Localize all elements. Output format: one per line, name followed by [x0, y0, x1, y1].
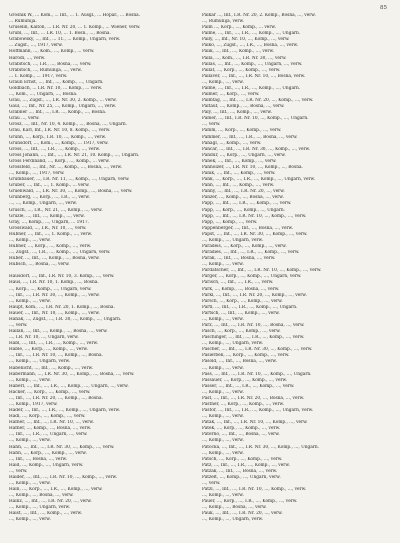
- entry-line: Hahn, ..., Korp., ..., Komp., ..., verw.: [9, 450, 87, 456]
- entry-line: ..., verw.: [9, 322, 28, 328]
- entry-line: Papp, ..., Korp., ..., Komp., ..., Ungarn.: [202, 207, 286, 213]
- entry-line: Paterno, ..., Inf., ..., Bosna, ..., verw.: [202, 432, 280, 438]
- entry-line: ..., Komp., ..., Ungarn, verw.: [202, 341, 264, 347]
- entry-line: Hain, ..., Korp., ..., I.R., ..., Komp., ..., verw.: [9, 487, 103, 493]
- entry-line: Hadl, ..., Korp., ..., Komp., ..., verw.: [9, 414, 86, 420]
- entry-line: Grunberg, ..., Korp., ..., I.R., ..., verw.: [9, 195, 90, 201]
- entry-line: Pank, ..., Korp., ..., I.R., ..., Komp., ..., Ungarn, verw.: [202, 177, 316, 183]
- entry-line: ..., Komp., ..., verw.: [202, 414, 244, 420]
- entry-line: Hafner, ..., Inf., ..., I.R. Nr. 10, ..., verw.: [9, 420, 94, 426]
- entry-line: Grusch, ..., I.R., Nr. 21, ..., Komp., ..., verw.: [9, 207, 103, 213]
- entry-line: Goldbach, ... I.R. Nr. 10, ... Komp., ... verw.: [9, 85, 103, 91]
- entry-line: ..., Komp., ..., verw.: [202, 365, 244, 371]
- entry-line: Habermann, ..., I.R. Nr. 30, ..., Komp., ..., Bosna, ..., verw.: [9, 371, 135, 377]
- entry-line: Past, ..., Inf., ..., I.R. Nr. 20, ..., Bosna, ..., verw.: [202, 395, 305, 401]
- entry-line: Parisch, ..., Inf., ..., I.R., ..., verw.: [202, 280, 274, 286]
- entry-line: Haberl, ..., Inf., ..., I.R., ..., Komp., ..., Ungarn, ..., verw.: [9, 383, 129, 389]
- entry-line: Grau, ..., Zugsf., ..., I.R. Nr. 30, 2. Komp., ... verw.: [9, 98, 117, 104]
- entry-line: Gross Johann, ..., Inf., ..., I.R. Nr. 21, 10. Komp., ..., Ungarn.: [9, 152, 140, 158]
- entry-line: ..., Kom., ..., Ungarn, ..., Bosna.: [9, 92, 78, 98]
- entry-line: Gruber, ..., Inf., ..., 1. Komp., ... verw.: [9, 183, 90, 189]
- entry-line: Partl, ..., Inf., ..., I.R., ..., Komp., ..., Ungarn.: [202, 304, 298, 310]
- entry-line: Hacker, ..., Korp., ..., Komp., ..., verw.: [9, 389, 91, 395]
- entry-line: ..., Inf., ..., I.R., ..., Ungarn, ..., verw.: [9, 432, 88, 438]
- entry-line: ..., Inf., ..., I.R. Nr. 30, ..., Komp., ..., verw.: [9, 292, 100, 298]
- entry-line: ..., Komp., ..., verw.: [9, 237, 51, 243]
- entry-line: Patek, ..., Korp., ..., Komp., ..., verw.: [202, 426, 281, 432]
- entry-line: Palm ..., Korp., ..., Komp., ... verw.: [202, 25, 276, 31]
- entry-line: Hafner, ..., Komp., ..., Bosna, ..., verw.: [9, 426, 92, 432]
- entry-line: Patzelt, ..., Komp., ..., Ungarn, verw.: [202, 474, 281, 480]
- entry-line: Haider, ..., Inf., ..., I.R. Nr. 10, ..., Komp., ..., verw.: [9, 474, 118, 480]
- right-column: [202, 13, 384, 524]
- entry-line: ..., Rumunija, verw.: [202, 19, 244, 25]
- entry-line: ..., Komp., ..., verw.: [202, 316, 244, 322]
- entry-line: Pastor, ..., Inf., ..., I.R., ..., Komp., ..., Ungarn, verw.: [202, 408, 314, 414]
- entry-line: Palmer, ..., Korp., ..., verw.: [202, 92, 260, 98]
- entry-line: Gross Ferdinand, ..., Korp., ..., Komp., ... verw.: [9, 158, 110, 164]
- entry-line: ..., Komp., ..., verw.: [202, 450, 244, 456]
- entry-line: ..., Komp., ..., Bosna, ..., verw.: [9, 493, 74, 499]
- entry-line: Orabitsch, ..., Rumunija, ..., verw.: [9, 67, 82, 73]
- entry-line: ..., Komp., ..., Bosna, ..., verw.: [202, 505, 267, 511]
- entry-line: Papp, ..., Inf., ..., I.R. Nr. 10, ..., Komp., ..., verw.: [202, 213, 307, 219]
- entry-line: Gruzle, ..., Inf., ..., Komp., ..., verw.: [9, 213, 85, 219]
- entry-line: Panzer, ..., Komp., ..., Bosna, ..., verw.: [202, 195, 284, 201]
- entry-line: ..., Komp., ..., verw.: [9, 377, 51, 383]
- entry-line: Grosz, ..., Inf., Nr. 10, 4. Komp., ..., Bosna, ..., Ungarn.: [9, 122, 128, 128]
- entry-line: Patzl, ..., Inf., ..., I.R. Nr. 10, ..., Komp., ..., verw.: [202, 487, 307, 493]
- entry-line: Patak, ..., Inf., ..., I.R. Nr. 10, ..., Komp., ..., verw.: [202, 420, 308, 426]
- entry-line: Grabner ..., Inf., ..., I.R. ..., Komp., ..., Bosna.: [9, 110, 107, 116]
- entry-line: Palmtag, ..., Inf., ..., I.R. Nr. 20, ..., Komp., ..., verw.: [202, 98, 314, 104]
- entry-line: Parger, ..., Korp., ..., Komp., ..., Ungarn, verw.: [202, 274, 302, 280]
- entry-line: Panik, ..., Inf., ..., Komp., ..., verw.: [202, 171, 276, 177]
- entry-line: Gaul, ..., Inf., Nr. 25, ..., Komp., Ungarn, ..., verw.: [9, 104, 117, 110]
- entry-line: Haus, ..., I.R. Nr. 10, 1. Komp., ..., Bosna.: [9, 280, 99, 286]
- entry-line: Pallaver, ..., Inf., ..., I.R. Nr. 10, ..., Bosna, verw.: [202, 73, 306, 79]
- entry-line: Pammer, ..., Inf., ..., I.R., ..., Bosna, ..., verw.: [202, 134, 298, 140]
- entry-line: Pallat, ..., Korp., ..., Komp., ..., verw.: [202, 67, 281, 73]
- entry-line: Pappenberger, ..., Inf., ..., Bosna, ..., verw.: [202, 225, 294, 231]
- entry-line: Harodi, ..., verw.: [9, 55, 46, 61]
- entry-line: Habl, ..., Inf., ..., I.R., ..., Komp., ..., verw.: [9, 341, 99, 347]
- entry-line: Palko, ..., Zugsf., ..., I.R., ..., Bosna, ..., verw.: [202, 43, 299, 49]
- entry-line: Paltauf, ..., Komp., ..., Bosna, ..., verw.: [202, 104, 285, 110]
- entry-line: Hainz, ..., Inf., ..., I.R. Nr. 20, ..., verw.: [9, 499, 92, 505]
- entry-line: Haid, ..., Komp., ..., Ungarn, verw.: [9, 462, 84, 468]
- entry-line: Papp, ..., Komp., ..., verw.: [202, 219, 258, 225]
- entry-line: Passauer, ..., Korp., ..., Komp., ..., verw.: [202, 377, 288, 383]
- entry-line: ..., Komp., ..., verw.: [202, 389, 244, 395]
- entry-line: Palme, ..., Inf., ..., I.R., ..., Komp., ..., Ungarn.: [202, 31, 301, 37]
- entry-line: ... Zugsf., ..., 1917, verw.: [9, 43, 63, 49]
- entry-line: Huber, ..., Inf., ..., Komp., ..., Bosna, verw.: [9, 256, 100, 262]
- entry-line: Grossfeld, ..., Inf., Nr. ..., Komp., ..., Bosna, ..., verw.: [9, 164, 123, 170]
- entry-line: ..., Zugsf., ..., I.R., ..., Komp., ..., Ungarn, verw.: [9, 250, 111, 256]
- entry-line: Gruenwald, ..., I.R. Nr. 30, ..., Komp., ..., Bosna, ..., verw.: [9, 189, 133, 195]
- entry-line: Panagl, ..., Komp., ..., verw.: [202, 140, 262, 146]
- page-number: 85: [380, 5, 387, 11]
- entry-line: Grau, Karl, Inf., I.R. Nr. 10, 8. Komp., ..., verw.: [9, 128, 111, 134]
- entry-line: Grabitsch, ..., I.R., ..., Bosna, ..., verw.: [9, 61, 92, 67]
- entry-line: Parz, ..., Inf., ..., I.R. Nr. 10, ..., Bosna, ..., verw.: [202, 322, 305, 328]
- entry-line: Pann, ..., Inf., ..., Komp., ..., verw.: [202, 183, 275, 189]
- entry-line: ..., Inf., ..., I.R. Nr. 20, ..., Komp., ..., Bosna.: [9, 395, 103, 401]
- entry-line: Paly, ..., Inf., ..., Komp., ..., verw.: [202, 110, 272, 116]
- entry-line: Grabowsky, ..., Inf., ... 11., ... Komp., Ungarn, verw.: [9, 37, 121, 43]
- entry-line: Hable, ..., Korp., ..., Komp., ..., verw.: [9, 347, 88, 353]
- entry-line: Grumbauer, ..., I.R. Nr. 11, ..., Komp., ..., Ungarn, verw.: [9, 177, 130, 183]
- entry-line: Habenicht, ..., Inf., ..., Komp., ..., verw.: [9, 365, 94, 371]
- entry-line: Palla, ..., Kom., ..., I.R. Nr. 30, ..., verw.: [202, 55, 287, 61]
- entry-line: ..., verw.: [202, 122, 221, 128]
- entry-line: ..., Korp., ..., Komp., ..., Ungarn, verw.: [9, 286, 92, 292]
- entry-line: Pasierbek, ..., Korp., ..., Komp., ..., verw.: [202, 353, 290, 359]
- entry-line: Grubl, ..., Inf., ... I.R. 10, ... 1. Bosn., ..., Bosna.: [9, 31, 111, 37]
- entry-line: Hader, ..., Inf., ..., I.R., ..., Komp., ..., Ungarn, verw.: [9, 408, 121, 414]
- entry-line: ..., Komp., ..., Ungarn, verw.: [9, 359, 71, 365]
- entry-line: Patsch, ..., Korp., ..., Komp., ..., verw.: [202, 456, 283, 462]
- entry-line: Pauer, ..., Korp., ..., I.R., ..., Komp., ..., verw.: [202, 499, 298, 505]
- entry-line: Panholzer, ..., I.R. Nr. 10, ..., Komp., ..., Bosna.: [202, 164, 303, 170]
- entry-line: Pandur, ..., Korp., ..., Ungarn, ..., verw.: [202, 152, 286, 158]
- entry-line: Grau ..., verw.: [9, 116, 40, 122]
- entry-line: ..., Komp., 1917, verw.: [9, 402, 58, 407]
- entry-line: Paradeis, ..., Korp., ..., Komp., ..., verw.: [202, 243, 287, 249]
- entry-line: Patocka, ..., Inf., ..., I.R. Nr. 30, ..., Komp., ..., Ungarn.: [202, 444, 319, 450]
- entry-line: Papp, ..., Inf., ..., I.R., ..., Komp., ..., verw.: [202, 201, 292, 207]
- entry-line: ..., Komp., ..., verw.: [202, 79, 244, 85]
- entry-line: Pancar, ..., Inf., ..., I.R. Nr. 30, ..., Komp., ..., verw.: [202, 146, 311, 152]
- entry-line: Paradies, ..., Inf., ..., I.R., ..., Komp., ..., verw.: [202, 250, 300, 256]
- entry-line: Grosswald, ..., I.R., Nr. 10, ..., verw.: [9, 225, 87, 231]
- entry-line: Gruselin, Kaiton, ... I.R. Nr. 20, ... 1. Komp., ... Wiener, verw.: [9, 25, 141, 31]
- entry-line: Hahn, ..., Inf., ..., I.R. Nr. 30, ..., Komp., ..., verw.: [9, 444, 115, 450]
- entry-line: Parak, ..., Inf., ..., Bosna, ..., verw.: [202, 256, 276, 262]
- left-column: [9, 13, 191, 524]
- entry-line: Hubner, ..., Korp., ..., Komp., ..., verw.: [9, 243, 92, 249]
- entry-line: Grunn, ..., Korp., I.R. 10, ..., Komp., ..., verw.: [9, 134, 106, 140]
- entry-line: Hoffmann, ..., Kom., ..., Komp., ... verw.: [9, 49, 95, 55]
- entry-line: ..., I.R. Nr. 10, ..., Ungarn, verw.: [9, 335, 79, 341]
- entry-line: Pallas, ..., Inf., ..., Komp., ..., Ungarn, ..., verw.: [202, 61, 303, 67]
- entry-line: Haist, ..., Inf., ..., Komp., ..., verw.: [9, 511, 82, 517]
- entry-line: Panek, ..., Inf., ..., Komp., ..., verw.: [202, 158, 277, 164]
- entry-line: ..., ..., Komp., Ungarn, ..., verw.: [9, 201, 77, 207]
- entry-line: Hubner, ..., Inf., ..., 1. Komp., ..., verw.: [9, 231, 93, 237]
- entry-line: Park, ..., Komp., ..., Bosna, ..., verw.: [202, 286, 280, 292]
- entry-line: Pass, ..., Inf., ..., I.R. Nr. 10, ..., Komp., ..., Ungarn.: [202, 371, 312, 377]
- entry-line: Hausdorf, ..., Inf., I.R. Nr. 10, 3. Komp., ..., verw.: [9, 274, 115, 280]
- entry-line: Pamer, ..., Inf., I.R. Nr. 10, ..., Komp., ..., Ungarn.: [202, 116, 309, 122]
- entry-line: ..., Komp., ..., verw.: [202, 438, 244, 444]
- entry-line: Partsch, ..., Inf., ..., Komp., ..., verw.: [202, 310, 280, 316]
- entry-line: Pauk, ..., Inf., ..., I.R. Nr. 20, ..., verw.: [202, 511, 283, 517]
- entry-line: Hauer, ..., Inf., Nr. 10, ..., Komp., ..., verw.: [9, 310, 100, 316]
- entry-line: Graun Ernst, ..., Inf., ..., Komp., ..., Ungarn.: [9, 79, 104, 85]
- entry-line: Paschinger, ..., Inf., ..., I.R., ..., Komp., ..., verw.: [202, 335, 305, 341]
- entry-line: ..., Komp., ..., verw.: [202, 493, 244, 499]
- entry-line: Patz, ..., Inf., ..., I.R., ..., Komp., ..., verw.: [202, 462, 290, 468]
- entry-line: ..., Komp., ..., verw.: [9, 481, 51, 487]
- entry-line: ..., verw.: [202, 481, 221, 487]
- entry-line: Hubsch, ..., Bosna, ..., verw.: [9, 262, 70, 268]
- entry-line: Palme, ..., Inf., ..., I.R., ..., Komp., ..., Ungarn.: [202, 85, 301, 91]
- entry-line: Pasold, ..., Inf., ..., Bosna, ..., verw.: [202, 359, 277, 365]
- entry-line: Hanak, ..., Zugsf., ..., I.R. 30, ..., Komp., ..., Ungarn.: [9, 316, 122, 322]
- entry-line: ..., Komp., ..., verw.: [9, 298, 51, 304]
- entry-line: Pastner, ..., Korp., ..., Komp., ..., verw.: [202, 402, 285, 407]
- entry-line: ..., verw.: [9, 468, 28, 474]
- entry-line: Parkl, ..., Inf., ..., I.R. Nr. 20, ..., Komp., ..., verw.: [202, 292, 307, 298]
- entry-line: Pasch, ..., Korp., ..., Komp., ..., verw.: [202, 329, 281, 335]
- entry-line: ..., Komp., ..., verw.: [9, 438, 51, 444]
- entry-line: ..., Inf., ..., I.R. Nr. 10, ..., Komp., ..., Bosna.: [9, 353, 103, 359]
- entry-line: ..., Komp., ..., 1917, verw.: [9, 171, 65, 177]
- entry-line: ..., Komp., ..., verw.: [202, 262, 244, 268]
- entry-line: ..., Inf., ..., Bosna, ..., verw.: [9, 456, 68, 462]
- entry-line: ..., Komp., ..., Ungarn, verw.: [202, 517, 264, 523]
- entry-line: Pascher, ..., Inf., ..., I.R. Nr. 30, ..., Komp., ..., verw.: [202, 347, 313, 353]
- entry-line: Gross, ..., Inf., ..., I.R., ..., Komp., ..., verw.: [9, 146, 101, 152]
- entry-line: Hallan, ..., Inf., ..., Komp., ..., Bosna, ..., verw.: [9, 329, 108, 335]
- entry-line: Pardatscher, ..., Inf., ..., I.R. Nr. 10, ..., Komp., ..., verw.: [202, 268, 322, 274]
- entry-line: Panny, ..., Inf., ..., I.R. Nr. 20, ..., verw.: [202, 189, 285, 195]
- entry-line: Gray, ..., Komp., ..., Ungarn, ... 1917.: [9, 219, 89, 225]
- entry-line: ..., Komp., ..., verw.: [9, 517, 51, 523]
- entry-line: Pally, ..., Inf., Nr. 10, ..., Komp., ..., verw.: [202, 37, 290, 43]
- entry-line: Patzak, ..., Inf., ..., Bosna, ..., verw.: [202, 468, 278, 474]
- entry-line: Papst, ..., Inf., ..., I.R. Nr. 30, ..., Komp., ..., verw.: [202, 231, 308, 237]
- entry-line: Pamm, ..., Korp., ..., Komp., ..., verw.: [202, 128, 282, 134]
- entry-line: ... 1. Komp., ... 1917, verw.: [9, 73, 68, 79]
- entry-line: Grunsdorf, ..., Kom., ..., Komp., ... 1917, verw.: [9, 140, 109, 146]
- entry-line: Grosnik W., ... Kom., ... Inf., ... 1. Ausgl., ... Hopar., ... Bosna.: [9, 13, 141, 18]
- entry-line: Parsch, ..., Korp., ..., Komp., ..., verw.: [202, 298, 283, 304]
- entry-line: ..., Komp., ..., Ungarn, verw.: [9, 505, 71, 511]
- entry-line: ..., Komp., ..., Ungarn, verw.: [202, 237, 264, 243]
- entry-line: Haupt, Kom., ..., I.R. Nr. 20, 1. Komp., ..., Bosna.: [9, 304, 115, 310]
- entry-line: Passer, ..., Inf., ..., I.R., ..., Komp., ..., verw.: [202, 383, 295, 389]
- entry-line: Palkar ..., Inf., I.R. Nr. 20, 2. Komp., Bosna, ..., verw.: [202, 13, 316, 18]
- entry-line: ... Rumunija.: [9, 19, 37, 25]
- entry-line: Palik, ..., Inf., ..., Komp., ..., verw.: [202, 49, 274, 55]
